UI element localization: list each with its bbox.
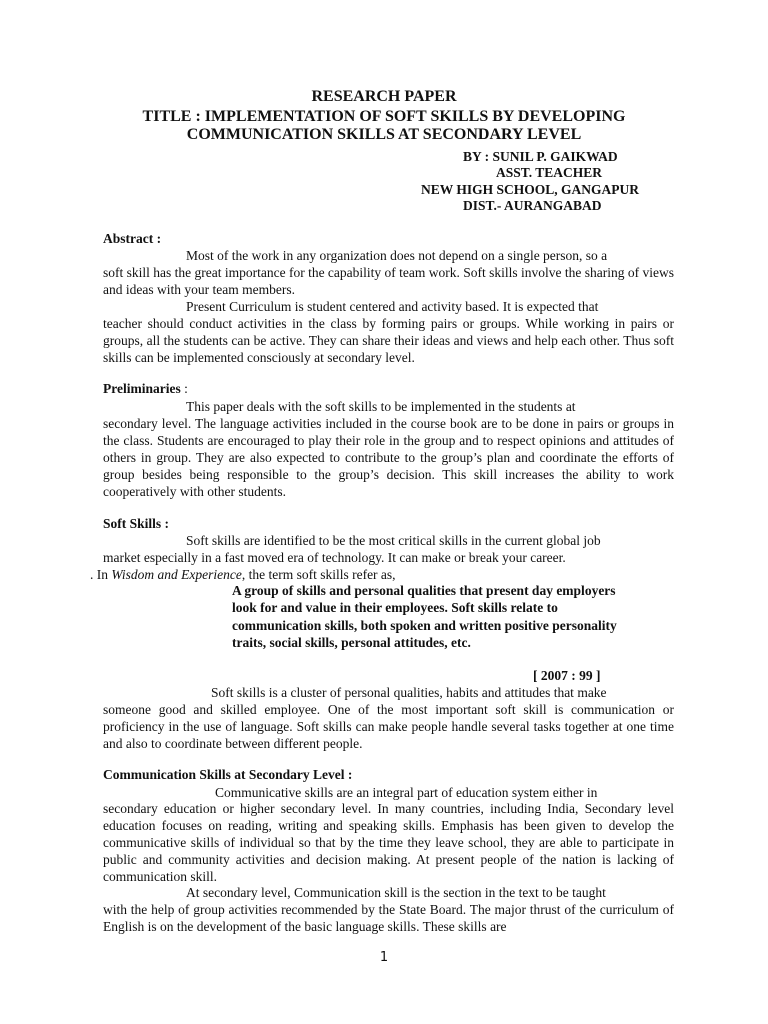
communication-p2-first: At secondary level, Communication skill is the section in the text to be taught bbox=[186, 885, 606, 900]
citation-title: Wisdom and Experience bbox=[111, 567, 242, 582]
soft-skills-p2-rest: someone good and skilled employee. One of the most important soft skill is communication or proficiency in the use of language. Soft skills can make people handle several tasks together at one time and also to coordinate between different people. bbox=[103, 702, 674, 751]
page-number: 1 bbox=[379, 950, 389, 965]
citation-suffix: , the term soft skills refer as, bbox=[241, 567, 396, 582]
abstract-p1-rest: soft skill has the great importance for the capability of team work. Soft skills involve the sharing of views and ideas with your team members. bbox=[103, 265, 674, 297]
abstract-p2-rest: teacher should conduct activities in the class by forming pairs or groups. While working in pairs or groups, all the students can be active. They can share their ideas and views and help each other. Thus soft skills can be implemented consciously at secondary level. bbox=[103, 316, 674, 365]
author-line-3: NEW HIGH SCHOOL, GANGAPUR bbox=[421, 182, 640, 197]
preliminaries-heading bbox=[103, 381, 188, 397]
preliminaries-heading-suffix: : bbox=[180, 381, 188, 396]
author-line-4: DIST.- AURANGABAD bbox=[463, 198, 602, 213]
soft-skills-heading: Soft Skills : bbox=[103, 516, 170, 531]
preliminaries-p1-rest: secondary level. The language activities included in the course book are to be done in pairs or groups in the class. Students are encouraged to play their role in the group and to respect opinions and attitudes of others in group. They are also expected to contribute to the group’s plan and coordinate the efforts of group besides being responsible to the group’s decision. This skill increases the ability to work cooperatively with other students. bbox=[103, 416, 674, 499]
author-line-1: BY : SUNIL P. GAIKWAD bbox=[463, 149, 618, 164]
abstract-heading: Abstract : bbox=[103, 231, 162, 246]
soft-skills-p1-second: market especially in a fast moved era of technology. It can make or break your career. bbox=[103, 550, 566, 565]
preliminaries-p1-first: This paper deals with the soft skills to be implemented in the students at bbox=[186, 399, 576, 414]
abstract-p1-first: Most of the work in any organization does not depend on a single person, so a bbox=[186, 248, 608, 263]
title-line-2: COMMUNICATION SKILLS AT SECONDARY LEVEL bbox=[186, 126, 582, 143]
communication-p1-rest: secondary education or higher secondary level. In many countries, including India, Secondary level education focuses on reading, writing and speaking skills. Emphasis has been given to develop the communicative skills of individual so that by the time they leave school, they are able to participate in public and community activities and decision making. At present people of the nation is lacking of communication skill. bbox=[103, 801, 674, 884]
quote-block: A group of skills and personal qualities that present day employers look for and value in their employees. Soft skills relate to communication skills, both spoken and written positive personality traits, social skills, personal attitudes, etc. bbox=[232, 583, 617, 651]
citation-prefix: . In bbox=[90, 567, 112, 582]
communication-heading: Communication Skills at Secondary Level : bbox=[103, 767, 353, 782]
title-line-1: TITLE : IMPLEMENTATION OF SOFT SKILLS BY DEVELOPING bbox=[142, 108, 626, 125]
preliminaries-heading-text: Preliminaries bbox=[103, 381, 181, 396]
abstract-p2-first: Present Curriculum is student centered and activity based. It is expected that bbox=[186, 299, 599, 314]
communication-p1-first: Communicative skills are an integral part of education system either in bbox=[215, 785, 598, 800]
author-line-2: ASST. TEACHER bbox=[496, 165, 603, 180]
paper-kind: RESEARCH PAPER bbox=[311, 88, 457, 105]
citation-line bbox=[90, 566, 396, 583]
communication-p2-rest: with the help of group activities recommended by the State Board. The major thrust of the curriculum of English is on the development of the basic language skills. These skills are bbox=[103, 902, 674, 934]
soft-skills-p2-first: Soft skills is a cluster of personal qualities, habits and attitudes that make bbox=[211, 685, 607, 700]
quote-reference: [ 2007 : 99 ] bbox=[533, 668, 601, 683]
soft-skills-p1-first: Soft skills are identified to be the most critical skills in the current global job bbox=[186, 533, 601, 548]
